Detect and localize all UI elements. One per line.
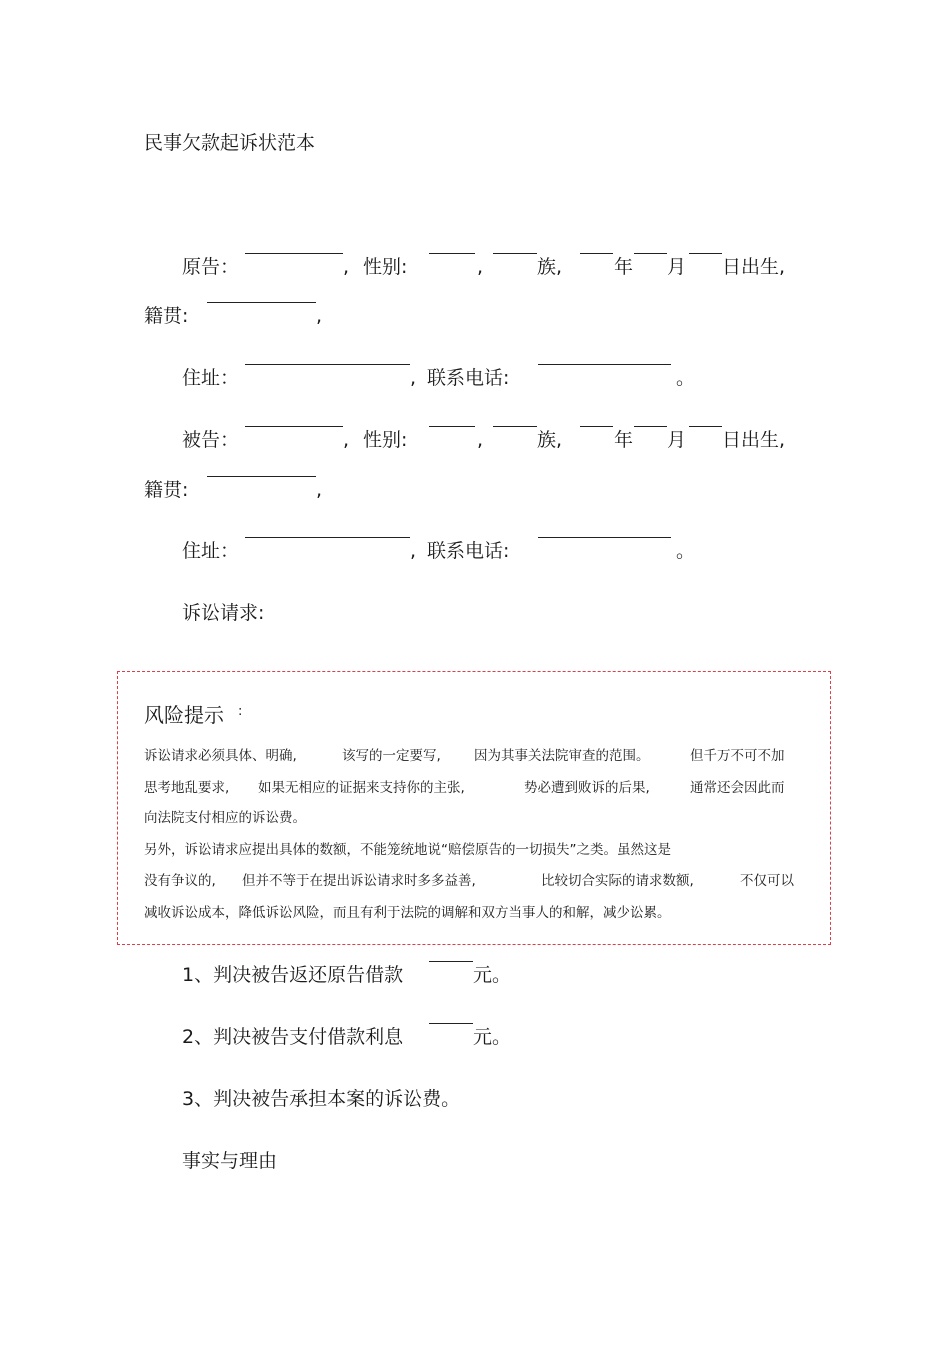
plaintiff-address-line [0, 364, 950, 392]
risk-tip-segment: 没有争议的, [144, 873, 216, 889]
defendant-ethnicity-suffix: 族, [537, 429, 563, 451]
defendant-address-line [0, 537, 950, 565]
defendant-address-blank[interactable] [245, 537, 410, 538]
risk-tip-line [0, 745, 950, 767]
claim-amount-blank[interactable] [429, 1023, 473, 1024]
plaintiff-year-blank[interactable] [580, 253, 613, 254]
risk-tip-segment: 势必遭到败诉的后果, [524, 780, 650, 796]
claim-text: 1、判决被告返还原告借款 [182, 964, 404, 986]
end-mark: 。 [676, 540, 696, 562]
defendant-native-blank[interactable] [207, 476, 316, 477]
defendant-month-blank[interactable] [634, 426, 667, 427]
claim-amount-blank[interactable] [429, 961, 473, 962]
plaintiff-phone-blank[interactable] [538, 364, 671, 365]
claim-unit: 元。 [473, 1026, 512, 1048]
defendant-phone-label: 联系电话: [427, 540, 510, 562]
plaintiff-month-label: 月 [667, 256, 687, 278]
plaintiff-native-label: 籍贯: [144, 305, 189, 327]
comma: , [410, 540, 417, 562]
defendant-native-line [0, 476, 950, 504]
risk-tip-segment: 该写的一定要写, [342, 748, 441, 764]
defendant-phone-blank[interactable] [538, 537, 671, 538]
plaintiff-birth-label: 日出生, [722, 256, 786, 278]
comma: , [410, 367, 417, 389]
risk-tip-line [0, 839, 950, 861]
plaintiff-ethnicity-suffix: 族, [537, 256, 563, 278]
defendant-month-label: 月 [667, 429, 687, 451]
comma: , [343, 256, 350, 278]
defendant-name-blank[interactable] [245, 426, 343, 427]
plaintiff-ethnicity-blank[interactable] [493, 253, 537, 254]
defendant-ethnicity-blank[interactable] [493, 426, 537, 427]
risk-tip-segment: 因为其事关法院审查的范围。 [474, 748, 650, 764]
risk-tip-line [0, 870, 950, 892]
plaintiff-native-blank[interactable] [207, 302, 316, 303]
defendant-gender-label: 性别: [363, 429, 408, 451]
end-mark: 。 [676, 367, 696, 389]
plaintiff-year-label: 年 [614, 256, 634, 278]
claim-text: 2、判决被告支付借款利息 [182, 1026, 404, 1048]
risk-tip-segment: 减收诉讼成本，降低诉讼风险，而且有利于法院的调解和双方当事人的和解，减少讼累。 [144, 905, 671, 921]
risk-tip-segment: 通常还会因此而 [690, 780, 785, 796]
risk-tip-colon: : [238, 704, 243, 719]
comma: , [477, 429, 484, 451]
defendant-info-line [0, 426, 950, 454]
defendant-gender-blank[interactable] [429, 426, 475, 427]
plaintiff-label: 原告： [182, 256, 240, 278]
comma: , [343, 429, 350, 451]
risk-tip-segment: 如果无相应的证据来支持你的主张, [258, 780, 465, 796]
risk-tip-line [0, 902, 950, 924]
claim-unit: 元。 [473, 964, 512, 986]
plaintiff-day-blank[interactable] [689, 253, 722, 254]
claims-heading: 诉讼请求: [182, 602, 265, 624]
risk-tip-segment: 比较切合实际的请求数额, [541, 873, 694, 889]
plaintiff-info-line [0, 253, 950, 281]
comma: , [316, 305, 323, 327]
risk-tip-segment: 但并不等于在提出诉讼请求时多多益善, [242, 873, 476, 889]
defendant-address-label: 住址： [182, 540, 240, 562]
plaintiff-address-label: 住址： [182, 367, 240, 389]
comma: , [477, 256, 484, 278]
defendant-day-blank[interactable] [689, 426, 722, 427]
defendant-year-blank[interactable] [580, 426, 613, 427]
risk-tip-segment: 但千万不可不加 [690, 748, 785, 764]
risk-tip-line [0, 807, 950, 829]
facts-heading: 事实与理由 [182, 1150, 278, 1172]
risk-tip-segment: 思考地乱要求, [144, 780, 230, 796]
risk-tip-line [0, 777, 950, 799]
plaintiff-gender-blank[interactable] [429, 253, 475, 254]
risk-tip-segment: 另外，诉讼请求应提出具体的数额，不能笼统地说“赔偿原告的一切损失”之类。虽然这是 [144, 842, 671, 858]
risk-tip-title: 风险提示 [144, 703, 224, 727]
plaintiff-month-blank[interactable] [634, 253, 667, 254]
claim-item [0, 1023, 950, 1051]
defendant-label: 被告： [182, 429, 240, 451]
risk-tip-segment: 诉讼请求必须具体、明确, [144, 748, 297, 764]
plaintiff-address-blank[interactable] [245, 364, 410, 365]
document-title: 民事欠款起诉状范本 [144, 132, 316, 154]
risk-tip-segment: 不仅可以 [740, 873, 794, 889]
plaintiff-gender-label: 性别: [363, 256, 408, 278]
comma: , [316, 479, 323, 501]
defendant-birth-label: 日出生, [722, 429, 786, 451]
risk-tip-segment: 向法院支付相应的诉讼费。 [144, 810, 306, 826]
defendant-native-label: 籍贯: [144, 479, 189, 501]
claim-text: 3、判决被告承担本案的诉讼费。 [182, 1088, 461, 1110]
claim-item [0, 1085, 950, 1113]
plaintiff-phone-label: 联系电话: [427, 367, 510, 389]
claim-item [0, 961, 950, 989]
plaintiff-native-line [0, 302, 950, 330]
defendant-year-label: 年 [614, 429, 634, 451]
plaintiff-name-blank[interactable] [245, 253, 343, 254]
